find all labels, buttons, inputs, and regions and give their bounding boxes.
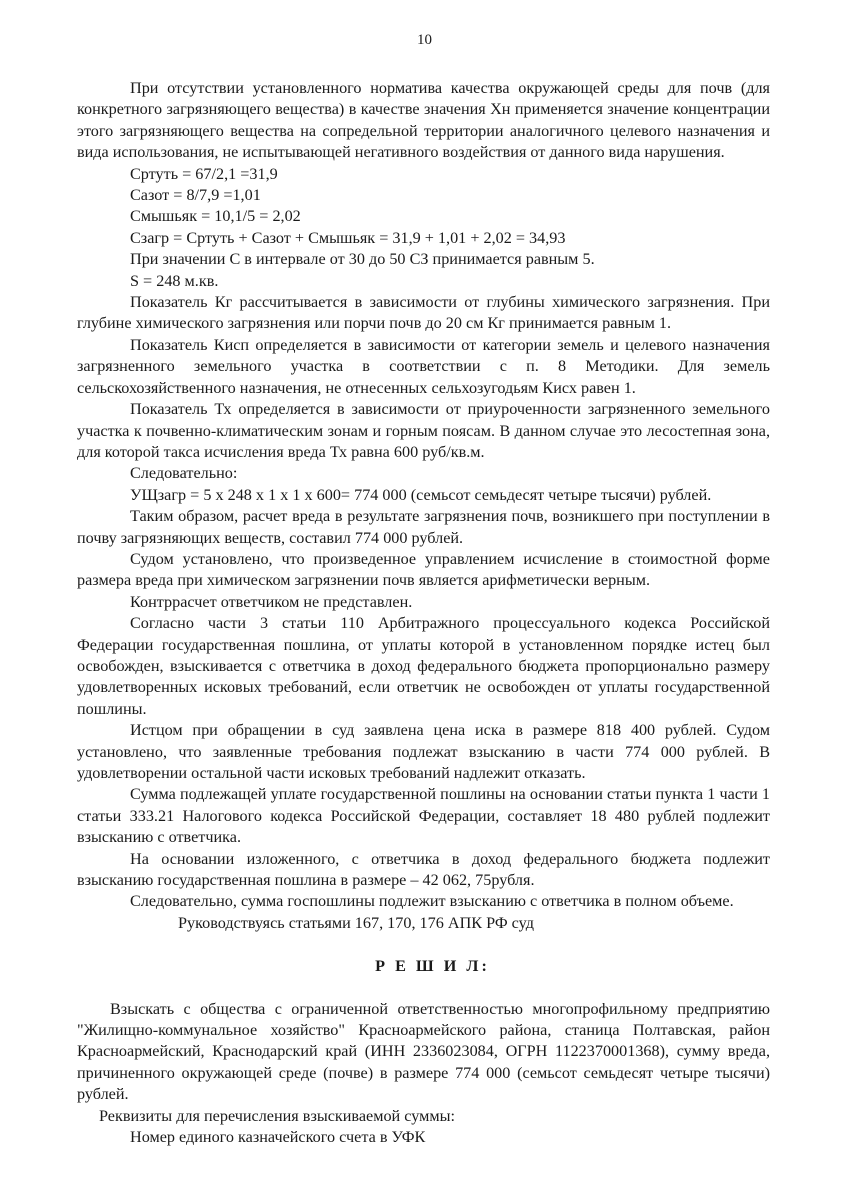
decision-text: Взыскать с общества с ограниченной ответственностью многопрофильному предприятию "Жилищно-коммунальное хозяйство" Красноармейского района, станица Полтавская, район Красноармейский, Краснодарский край (ИНН 2336023084, ОГРН 1122370001368), сумму вреда, причиненного окружающей среде (почве) в размере 774 000 (семьсот семьдесят четыре тысячи) рублей. xyxy=(77,999,770,1104)
paragraph-full-amount: Следовательно, сумма госпошлины подлежит взысканию с ответчика в полном объеме. xyxy=(130,892,734,911)
paragraph-thus: Таким образом, расчет вреда в результате загрязнения почв, возникшего при поступлении в почву загрязняющих веществ, составил 774 000 рублей. xyxy=(77,507,770,547)
paragraph-kg: Показатель Кг рассчитывается в зависимости от глубины химического загрязнения. При глубине химического загрязнения или порчи почв до 20 см Кг принимается равным 1. xyxy=(77,293,770,333)
payment-requisites-label: Реквизиты для перечисления взыскиваемой суммы: xyxy=(99,1106,455,1125)
paragraph-basis: На основании изложенного, с ответчика в доход федерального бюджета подлежит взысканию государственная пошлина в размере – 42 062, 75рубля. xyxy=(77,849,770,890)
formula-cz-interval: При значении С в интервале от 30 до 50 СЗ принимается равным 5. xyxy=(130,250,595,269)
formula-area: S = 248 м.кв. xyxy=(130,271,219,290)
paragraph-state-duty: Сумма подлежащей уплате государственной пошлины на основании статьи пункта 1 части 1 статьи 333.21 Налогового кодекса Российской Федерации, составляет 18 480 рублей подлежит взысканию с ответчика. xyxy=(77,785,770,847)
damage-calculation: УЩзагр = 5 х 248 х 1 х 1 х 600= 774 000 (семьсот семьдесят четыре тысячи) рублей. xyxy=(130,485,712,504)
decision-heading: Р Е Ш И Л: xyxy=(375,957,490,976)
treasury-account-label: Номер единого казначейского счета в УФК xyxy=(130,1128,426,1147)
paragraph-kisp: Показатель Кисп определяется в зависимости от категории земель и целевого назначения загрязненного земельного участка в соответствии с п. 8 Методики. Для земель сельскохозяйственного назначения, не отнесенных сельхозугодьям Кисх равен 1. xyxy=(77,335,770,397)
paragraph-tx: Показатель Тх определяется в зависимости от приуроченности загрязненного земельного участка к почвенно-климатическим зонам и горным поясам. В данном случае это лесостепная зона, для которой такса исчисления вреда Тх равна 600 руб/кв.м. xyxy=(77,400,770,461)
consequently-label: Следовательно: xyxy=(130,464,238,483)
paragraph-claim-price: Истцом при обращении в суд заявлена цена иска в размере 818 400 рублей. Судом установлено, что заявленные требования подлежат взысканию в части 774 000 рублей. В удовлетворении остальной части исковых требований надлежит отказать. xyxy=(77,721,770,782)
page-number: 10 xyxy=(417,32,432,48)
paragraph-counter-calculation: Контррасчет ответчиком не представлен. xyxy=(130,592,413,611)
document-body xyxy=(77,78,770,1149)
formula-arsenic: Смышьяк = 10,1/5 = 2,02 xyxy=(130,207,301,226)
paragraph-court-established: Судом установлено, что произведенное управлением исчисление в стоимостной форме размера вреда при химическом загрязнении почв является арифметически верным. xyxy=(77,549,770,590)
paragraph-article-110: Согласно части 3 статьи 110 Арбитражного процессуального кодекса Российской Федерации государственная пошлина, от уплаты которой в установленном порядке истец был освобожден, взыскивается с ответчика в доход федерального бюджета пропорционально размеру удовлетворенных исковых требований, если ответчик не освобожден от уплаты государственной пошлины. xyxy=(77,614,770,718)
paragraph-standard-absence: При отсутствии установленного норматива качества окружающей среды для почв (для конкретного загрязняющего вещества) в качестве значения Хн применяется значение концентрации этого загрязняющего вещества на сопредельной территории аналогичного целевого назначения и вида использования, не испытывающей негативного воздействия от данного вида нарушения. xyxy=(77,79,770,162)
formula-mercury: Сртуть = 67/2,1 =31,9 xyxy=(130,164,278,183)
formula-nitrogen: Сазот = 8/7,9 =1,01 xyxy=(130,186,261,205)
guided-by-articles: Руководствуясь статьями 167, 170, 176 АПК РФ суд xyxy=(178,913,534,932)
formula-total-contamination: Сзагр = Сртуть + Сазот + Смышьяк = 31,9 + 1,01 + 2,02 = 34,93 xyxy=(130,228,566,247)
